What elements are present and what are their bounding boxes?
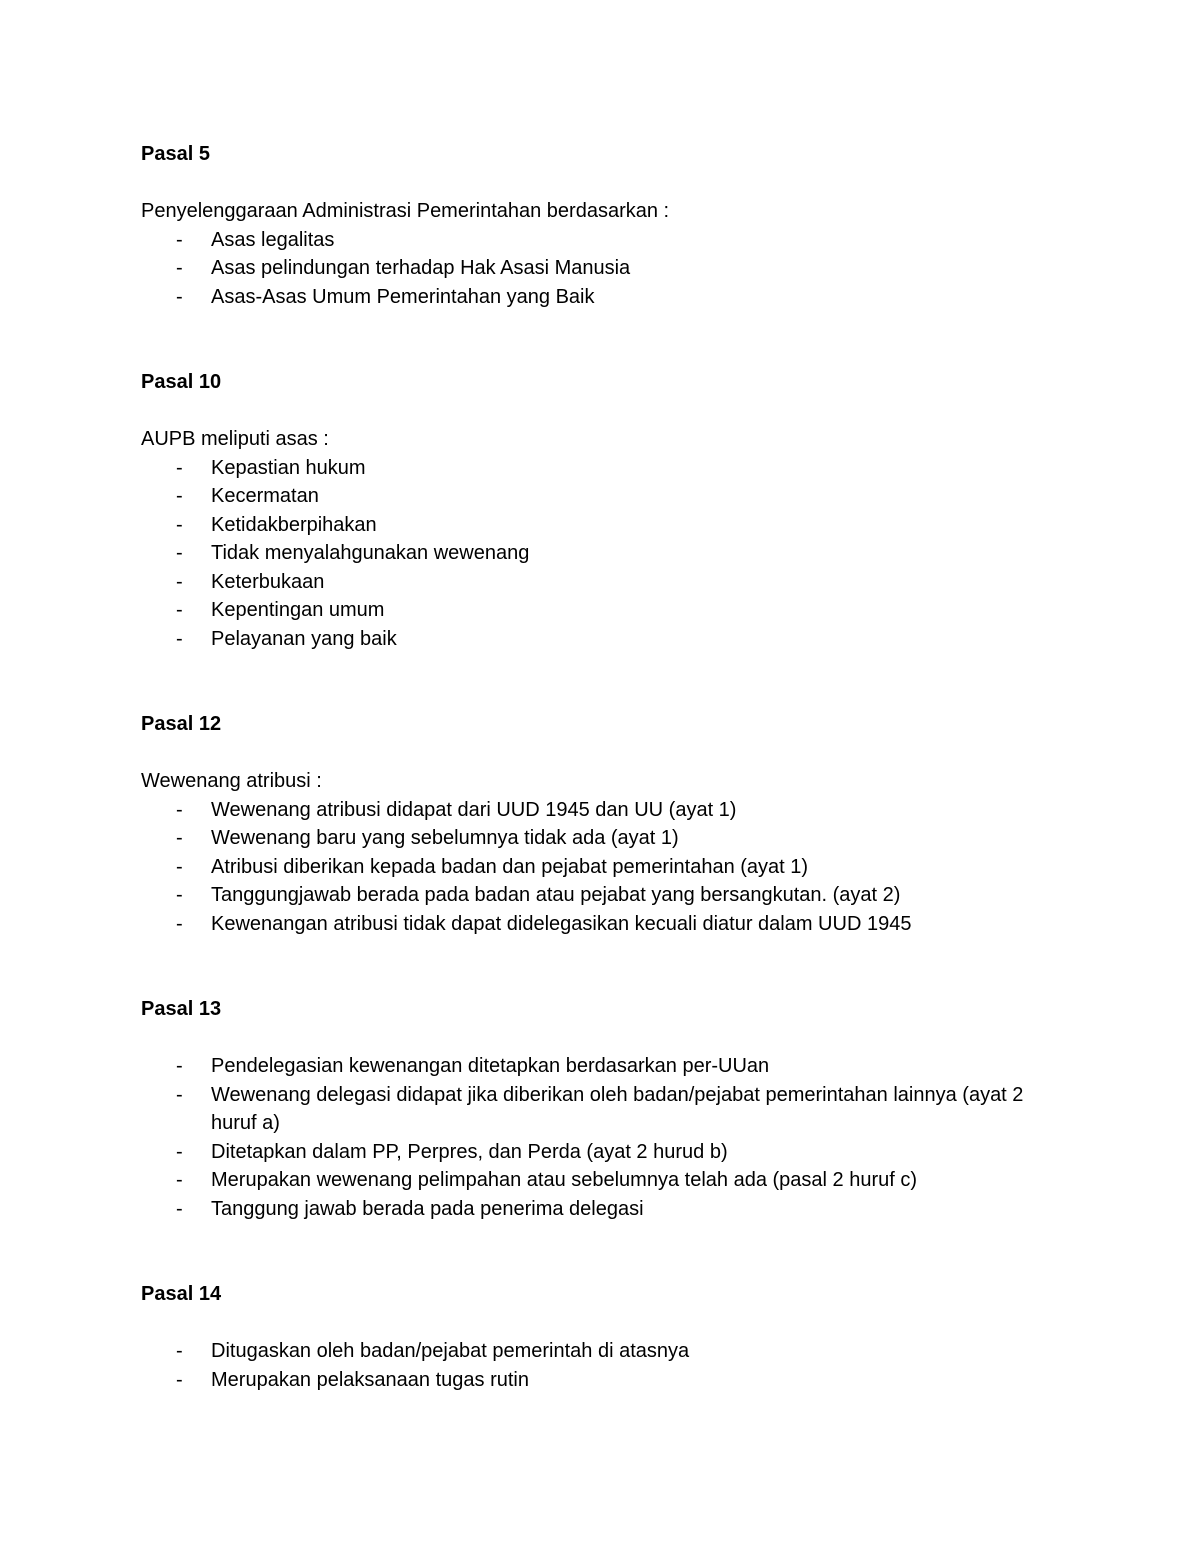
section-heading: Pasal 12: [141, 713, 222, 735]
list-item-text: Ditugaskan oleh badan/pejabat pemerintah di atasnya: [211, 1340, 690, 1362]
list-item: [141, 226, 1041, 255]
dash-bullet-icon: -: [176, 1340, 183, 1362]
list-item: [141, 511, 1041, 540]
list-item-text: Keterbukaan: [211, 570, 325, 593]
section-pasal-10: [141, 368, 1041, 653]
dash-bullet-icon: -: [176, 1169, 183, 1191]
dash-bullet-icon: -: [176, 855, 183, 878]
list-item-text: Merupakan wewenang pelimpahan atau sebelumnya telah ada (pasal 2 huruf c): [211, 1169, 918, 1191]
list-item-text: Kepentingan umum: [211, 599, 385, 621]
list-item: [141, 454, 1041, 483]
list-item-text: Tidak menyalahgunakan wewenang: [211, 542, 530, 564]
list-item-text: Kecermatan: [211, 485, 319, 507]
list-item-text: Tanggungjawab berada pada badan atau pejabat yang bersangkutan. (ayat 2): [211, 884, 901, 906]
list-item-text: Pelayanan yang baik: [211, 627, 397, 650]
bullet-list: [141, 796, 1041, 939]
list-item-text: Kewenangan atribusi tidak dapat didelegasikan kecuali diatur dalam UUD 1945: [211, 912, 912, 935]
section-heading: Pasal 10: [141, 371, 222, 393]
bullet-list: [141, 454, 1041, 654]
dash-bullet-icon: -: [176, 1083, 183, 1106]
list-item-text: Asas-Asas Umum Pemerintahan yang Baik: [211, 285, 595, 308]
list-item-text: Merupakan pelaksanaan tugas rutin: [211, 1368, 529, 1391]
section-intro: Penyelenggaraan Administrasi Pemerintahan berdasarkan :: [141, 200, 670, 222]
dash-bullet-icon: -: [176, 627, 183, 650]
section-heading: Pasal 5: [141, 143, 210, 165]
dash-bullet-icon: -: [176, 827, 183, 849]
list-item-text: Tanggung jawab berada pada penerima delegasi: [211, 1197, 644, 1220]
section-intro: Wewenang atribusi :: [141, 770, 322, 792]
section-pasal-14: [141, 1280, 1041, 1394]
bullet-list: [141, 226, 1041, 312]
list-item-text: Wewenang delegasi didapat jika diberikan oleh badan/pejabat pemerintahan lainnya (ayat 2 huruf a): [211, 1083, 1024, 1134]
section-intro: AUPB meliputi asas :: [141, 428, 329, 450]
list-item-text: Wewenang baru yang sebelumnya tidak ada (ayat 1): [211, 827, 679, 849]
list-item-text: Ketidakberpihakan: [211, 513, 377, 536]
list-item: [141, 568, 1041, 597]
list-item-text: Atribusi diberikan kepada badan dan pejabat pemerintahan (ayat 1): [211, 855, 809, 878]
section-pasal-5: [141, 140, 1041, 311]
list-item: [141, 1081, 1041, 1138]
dash-bullet-icon: -: [176, 257, 183, 279]
dash-bullet-icon: -: [176, 798, 183, 821]
section-heading: Pasal 13: [141, 998, 222, 1020]
dash-bullet-icon: -: [176, 1197, 183, 1220]
list-item-text: Pendelegasian kewenangan ditetapkan berdasarkan per-UUan: [211, 1055, 770, 1077]
bullet-list: [141, 1052, 1041, 1223]
dash-bullet-icon: -: [176, 485, 183, 507]
dash-bullet-icon: -: [176, 599, 183, 621]
list-item: [141, 1366, 1041, 1395]
dash-bullet-icon: -: [176, 1055, 183, 1077]
list-item-text: Kepastian hukum: [211, 456, 366, 479]
list-item: [141, 482, 1041, 511]
list-item-text: Ditetapkan dalam PP, Perpres, dan Perda (ayat 2 hurud b): [211, 1140, 728, 1163]
list-item-text: Asas pelindungan terhadap Hak Asasi Manusia: [211, 257, 631, 279]
list-item: [141, 283, 1041, 312]
dash-bullet-icon: -: [176, 285, 183, 308]
dash-bullet-icon: -: [176, 542, 183, 564]
dash-bullet-icon: -: [176, 513, 183, 536]
dash-bullet-icon: -: [176, 228, 183, 251]
list-item: [141, 1052, 1041, 1081]
list-item-text: Wewenang atribusi didapat dari UUD 1945 dan UU (ayat 1): [211, 798, 737, 821]
dash-bullet-icon: -: [176, 456, 183, 479]
list-item: [141, 910, 1041, 939]
dash-bullet-icon: -: [176, 1368, 183, 1391]
list-item: [141, 1138, 1041, 1167]
dash-bullet-icon: -: [176, 570, 183, 593]
list-item: [141, 596, 1041, 625]
list-item: [141, 1195, 1041, 1224]
list-item: [141, 1337, 1041, 1366]
dash-bullet-icon: -: [176, 884, 183, 906]
section-pasal-12: [141, 710, 1041, 938]
list-item-text: Asas legalitas: [211, 228, 335, 251]
list-item: [141, 254, 1041, 283]
dash-bullet-icon: -: [176, 912, 183, 935]
list-item: [141, 881, 1041, 910]
list-item: [141, 853, 1041, 882]
section-pasal-13: [141, 995, 1041, 1223]
list-item: [141, 796, 1041, 825]
list-item: [141, 539, 1041, 568]
section-heading: Pasal 14: [141, 1283, 222, 1305]
list-item: [141, 1166, 1041, 1195]
list-item: [141, 625, 1041, 654]
list-item: [141, 824, 1041, 853]
dash-bullet-icon: -: [176, 1140, 183, 1163]
bullet-list: [141, 1337, 1041, 1394]
